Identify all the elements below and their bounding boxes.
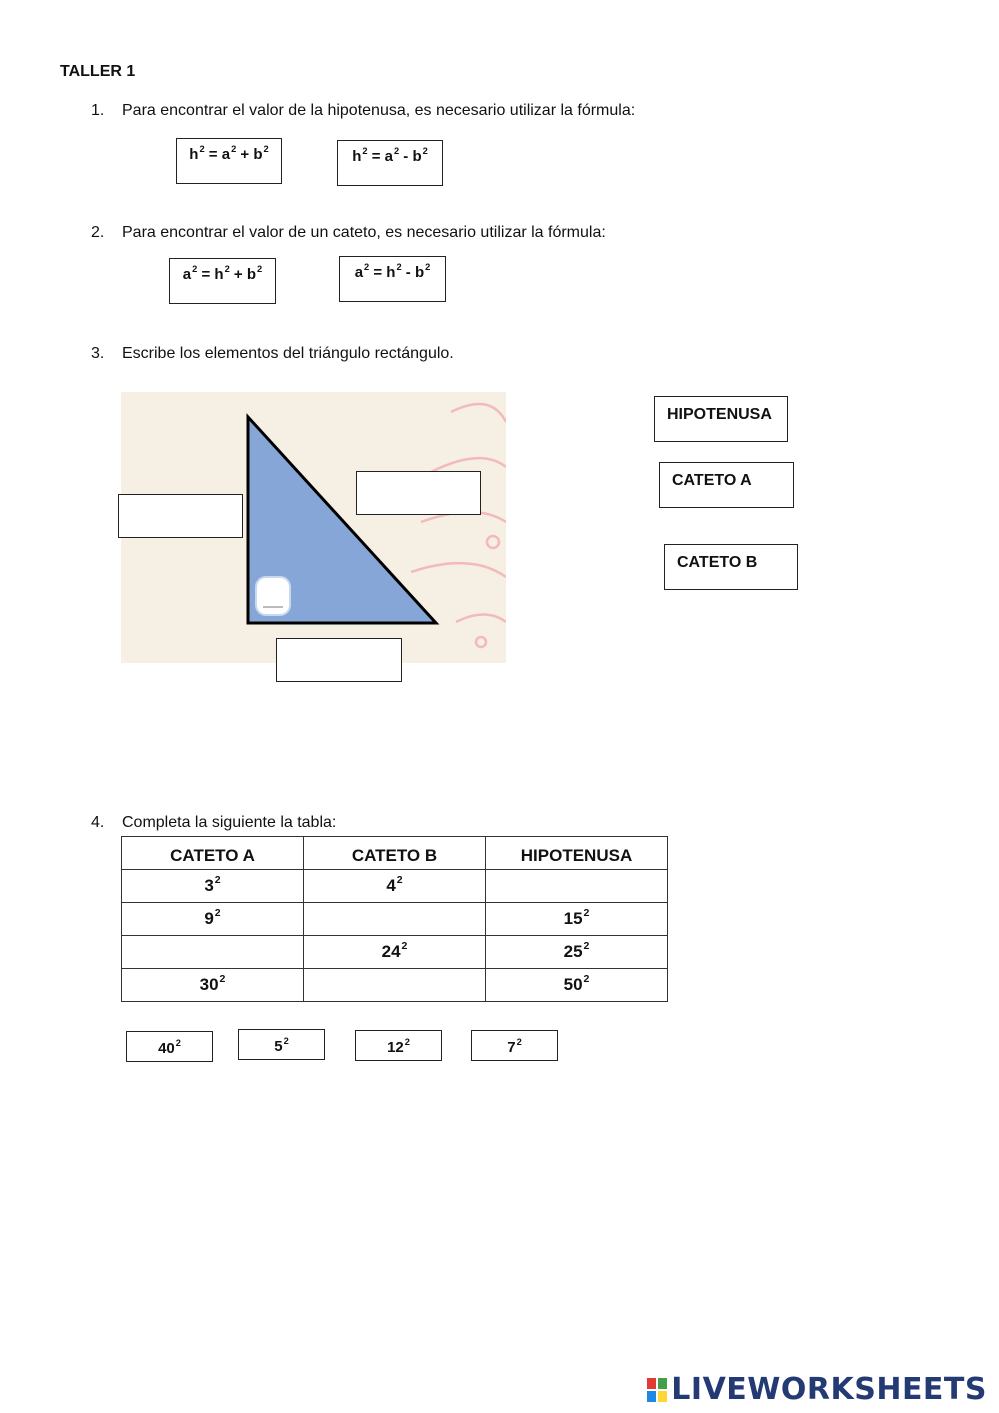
table-row (122, 903, 668, 936)
question-number: 4. (91, 814, 105, 831)
question-text: Completa la siguiente la tabla: (122, 814, 337, 831)
table-cell-blank[interactable] (122, 936, 304, 969)
logo-mark-icon (646, 1377, 668, 1403)
logo-text: LIVEWORKSHEETS (671, 1372, 987, 1407)
table-cell-blank[interactable] (304, 969, 486, 1002)
table-row (122, 969, 668, 1002)
table-cell-blank[interactable] (486, 870, 668, 903)
answer-chip[interactable]: $12^2$ (355, 1030, 442, 1061)
liveworksheets-logo (646, 1372, 987, 1407)
column-header-hipotenusa: HIPOTENUSA (486, 837, 668, 870)
answer-chip[interactable]: $40^2$ (126, 1031, 213, 1062)
label-cateto-a[interactable]: CATETO A (659, 462, 794, 508)
table-row (122, 936, 668, 969)
question-text: Para encontrar el valor de un cateto, es necesario utilizar la fórmula: (122, 224, 606, 241)
question-number: 1. (91, 102, 105, 119)
formula-option-1[interactable]: $a^2 = h^2 + b^2$ (169, 258, 276, 304)
column-header-cateto-b: CATETO B (304, 837, 486, 870)
pythagoras-table (121, 836, 668, 1002)
answer-box-bottom-leg[interactable] (276, 638, 402, 682)
answer-chip[interactable]: $5^2$ (238, 1029, 325, 1060)
formula-option-1[interactable]: $h^2 = a^2 + b^2$ (176, 138, 282, 184)
table-cell: $25^2$ (486, 936, 668, 969)
table-header-row (122, 837, 668, 870)
question-3 (91, 345, 791, 365)
table-cell: $9^2$ (122, 903, 304, 936)
question-1 (91, 102, 791, 122)
table-cell: $30^2$ (122, 969, 304, 1002)
column-header-cateto-a: CATETO A (122, 837, 304, 870)
formula-option-2[interactable]: $h^2 = a^2 - b^2$ (337, 140, 443, 186)
table-cell: $24^2$ (304, 936, 486, 969)
label-hipotenusa[interactable]: HIPOTENUSA (654, 396, 788, 442)
table-cell: $4^2$ (304, 870, 486, 903)
table-cell: $3^2$ (122, 870, 304, 903)
question-number: 2. (91, 224, 105, 241)
worksheet-title: TALLER 1 (60, 63, 136, 80)
answer-chip[interactable]: $7^2$ (471, 1030, 558, 1061)
label-cateto-b[interactable]: CATETO B (664, 544, 798, 590)
answer-box-left-leg[interactable] (118, 494, 243, 538)
answer-box-hypotenuse[interactable] (356, 471, 481, 515)
table-row (122, 870, 668, 903)
table-cell-blank[interactable] (304, 903, 486, 936)
table-cell: $50^2$ (486, 969, 668, 1002)
question-number: 3. (91, 345, 105, 362)
question-4 (91, 814, 791, 834)
question-text: Escribe los elementos del triángulo rectángulo. (122, 345, 454, 362)
right-angle-marker[interactable] (256, 577, 290, 615)
question-2 (91, 224, 791, 244)
formula-option-2[interactable]: $a^2 = h^2 - b^2$ (339, 256, 446, 302)
question-text: Para encontrar el valor de la hipotenusa, es necesario utilizar la fórmula: (122, 102, 636, 119)
table-cell: $15^2$ (486, 903, 668, 936)
